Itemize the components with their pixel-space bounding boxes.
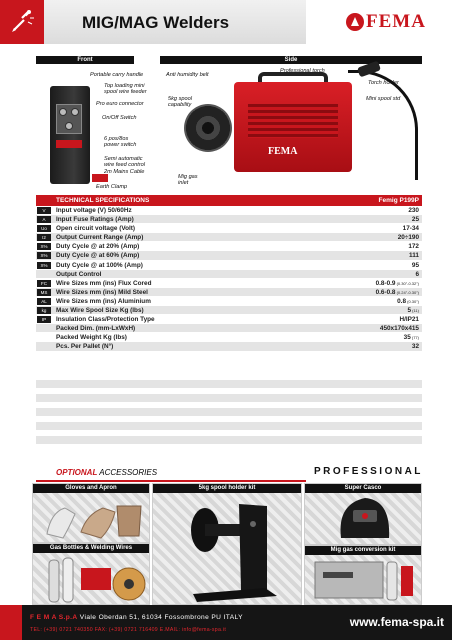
spec-value-main: 17-34 (402, 225, 419, 233)
spec-row (36, 279, 422, 288)
spec-symbol-icon: Uo (37, 225, 51, 232)
fema-logo-text: FEMA (366, 11, 426, 32)
callout-earth-clamp: Earth Clamp (96, 184, 128, 190)
spec-value-main: 450x170x415 (379, 325, 419, 333)
spec-value (415, 270, 419, 279)
spec-value-imperial: (11) (411, 308, 419, 314)
spec-value-main: 95 (411, 261, 419, 269)
callout-top-loading: Top loading mini spool wire feeder (104, 83, 147, 96)
spec-value-main: 0.8 (397, 297, 407, 305)
spec-label: Wire Sizes mm (ins) Aluminium (56, 297, 151, 305)
spec-symbol-icon: I2 (37, 234, 51, 241)
spec-symbol-icon: IP (37, 316, 51, 323)
spec-row (36, 324, 422, 333)
side-vent (248, 104, 338, 138)
blank-row (36, 422, 422, 430)
spool-holder-icon (153, 494, 302, 605)
spec-value-imperial: (0.24"-0.30") (395, 289, 419, 295)
spec-header-label: TECHNICAL SPECIFICATIONS (56, 197, 150, 204)
spec-label: Open circuit voltage (Volt) (56, 225, 136, 233)
spec-value (376, 279, 419, 288)
spec-label: Max Wire Spool Size Kg (lbs) (56, 307, 144, 315)
blank-row (36, 408, 422, 416)
spec-row (36, 315, 422, 324)
header-icon-block (0, 0, 44, 44)
spec-table-header (36, 195, 422, 206)
tile-spool-holder-caption: 5kg spool holder kit (153, 484, 301, 493)
spec-value-main: 25 (411, 216, 419, 224)
spec-value-main: 0.8-0.9 (375, 279, 396, 287)
spec-row (36, 206, 422, 215)
spec-symbol-icon: X% (37, 262, 51, 269)
gas-bottles-icon (33, 554, 150, 605)
spec-value-main: 20÷190 (397, 234, 419, 242)
callout-spool-capability: 5kg spool capability (168, 96, 192, 109)
callout-anti-humidity: Anti humidity belt (166, 72, 209, 78)
spec-row (36, 215, 422, 224)
tile-spool-holder (152, 483, 302, 605)
spec-symbol-icon: X% (37, 252, 51, 259)
spec-row (36, 342, 422, 351)
spec-value (409, 251, 419, 260)
spec-value-main: 32 (411, 343, 419, 351)
footer-red-block (0, 605, 22, 640)
band-side: Side (160, 56, 422, 64)
callout-six-pos: 6 pos/8os power switch (104, 136, 137, 149)
control-knob-icon (59, 108, 67, 116)
spec-value-main: 111 (409, 252, 419, 260)
tile-gloves (32, 483, 150, 543)
wire-spool-reel-icon (184, 104, 232, 152)
spec-label: Insulation Class/Protection Type (56, 316, 155, 324)
spec-row (36, 270, 422, 279)
control-knob-icon (65, 122, 73, 130)
fema-logo-mark-icon (346, 13, 364, 31)
spec-label: Duty Cycle @ at 60% (Amp) (56, 252, 140, 260)
accessories-title (56, 468, 157, 477)
spec-value (408, 242, 419, 251)
spec-label: Input voltage (V) 50/60Hz (56, 207, 132, 214)
page-header (0, 0, 456, 44)
spec-label: Wire Sizes mm (ins) Mild Steel (56, 288, 148, 296)
spec-value-imperial: (0.30"-0.32") (395, 280, 419, 286)
accessories-title-optional: OPTIONAL (56, 468, 98, 477)
footer-contacts: TEL: (+39) 0721 740350 FAX: (+39) 0721 716409 E.MAIL: info@fema-spa.it (30, 627, 227, 633)
callout-torch-holder: Torch holder (368, 80, 399, 86)
callout-gas-inlet: Mig gas inlet (178, 174, 198, 187)
professional-label: PROFESSIONAL (314, 466, 423, 477)
tile-mig-gas-caption: Mig gas conversion kit (305, 546, 421, 555)
tile-super-casco (304, 483, 422, 545)
product-illustration (36, 64, 422, 194)
welder-front-view (50, 86, 90, 184)
page-footer (0, 605, 456, 640)
spec-header-model: Femig P199P (378, 197, 419, 204)
spec-value-imperial: (0.30") (406, 298, 419, 304)
blank-row (36, 380, 422, 388)
spec-table (36, 195, 422, 352)
welder-spark-icon (8, 8, 36, 36)
footer-company: F E M A S.p.A (30, 614, 78, 621)
spec-symbol-icon: FC (37, 280, 51, 287)
spec-value (412, 261, 419, 270)
spec-row (36, 288, 422, 297)
footer-edge (452, 605, 456, 640)
spec-value (408, 206, 419, 215)
spec-row (36, 233, 422, 242)
spec-row (36, 297, 422, 306)
spec-value-main: 6 (415, 270, 419, 278)
footer-address (30, 614, 243, 621)
spec-value (399, 315, 419, 324)
spec-symbol-icon: MS (37, 289, 51, 296)
page-title: MIG/MAG Welders (82, 13, 230, 32)
front-red-label (56, 140, 82, 148)
fema-logo (306, 0, 456, 44)
spec-value (404, 333, 419, 342)
spec-value-main: 35 (403, 334, 411, 342)
footer-website[interactable]: www.fema-spa.it (349, 615, 444, 629)
tile-mig-gas (304, 545, 422, 605)
spec-row (36, 242, 422, 251)
spec-symbol-icon: X% (37, 243, 51, 250)
callout-onoff: On/Off Switch (102, 115, 137, 121)
spec-value (412, 215, 419, 224)
spec-label: Output Control (56, 270, 102, 278)
callout-pro-euro: Pro euro connector (96, 101, 144, 107)
spec-symbol-icon: A (37, 216, 51, 223)
spec-symbol-icon: AL (37, 298, 51, 305)
front-control-panel (56, 104, 82, 134)
callout-pro-torch: Professional torch (280, 68, 325, 74)
spec-value (403, 224, 419, 233)
control-knob-icon (71, 108, 79, 116)
spec-value-main: 230 (408, 207, 419, 214)
spec-value (380, 324, 419, 333)
tile-gloves-caption: Gloves and Apron (33, 484, 149, 493)
gas-conversion-kit-icon (305, 556, 422, 605)
spec-symbol-icon: V (37, 207, 51, 214)
accessories-title-rest: ACCESSORIES (97, 468, 158, 477)
spec-row (36, 261, 422, 270)
spec-value-imperial: (77) (410, 335, 419, 341)
callout-semi-auto: Semi automatic wire feed control 2m Mains Cable (104, 156, 146, 175)
band-front: Front (36, 56, 134, 64)
spec-value-main: H/IP21 (399, 316, 419, 324)
spec-row (36, 333, 422, 342)
accessories-underline (36, 480, 306, 482)
spec-label: Duty Cycle @ at 100% (Amp) (56, 261, 143, 269)
spec-row (36, 306, 422, 315)
spec-value (397, 297, 419, 306)
spec-row (36, 224, 422, 233)
accessories-heading (36, 466, 422, 482)
welding-helmet-icon (305, 494, 422, 545)
spec-value-main: 172 (408, 243, 419, 251)
spec-label: Wire Sizes mm (ins) Flux Cored (56, 279, 152, 287)
spec-label: Output Current Range (Amp) (56, 234, 144, 242)
spec-value-main: 5 (407, 307, 412, 315)
spec-value (412, 342, 419, 351)
tile-gas-bottles (32, 543, 150, 605)
spec-value (376, 288, 419, 297)
gloves-icon (33, 494, 150, 543)
callout-portable-handle: Portable carry handle (90, 72, 144, 78)
spec-symbol-icon: kg (37, 307, 51, 314)
spec-rows (36, 206, 422, 352)
tile-gas-bottles-caption: Gas Bottles & Welding Wires (33, 544, 149, 553)
spec-label: Packed Weight Kg (lbs) (56, 334, 127, 342)
blank-rows (36, 380, 422, 450)
blank-row (36, 394, 422, 402)
spec-label: Pcs. Per Pallet (N°) (56, 343, 114, 351)
spec-value (398, 233, 419, 242)
side-fema-logo: FEMA (268, 146, 298, 157)
spec-value-main: 0.6-0.8 (375, 288, 396, 296)
torch-cable (348, 70, 418, 180)
spec-value (408, 306, 420, 315)
welder-side-view (234, 82, 352, 172)
blank-row (36, 436, 422, 444)
spec-label: Duty Cycle @ at 20% (Amp) (56, 243, 140, 251)
spec-row (36, 251, 422, 260)
footer-street: Viale Oberdan 51, 61034 Fossombrone PU ITALY (77, 614, 243, 621)
tile-super-casco-caption: Super Casco (305, 484, 421, 493)
callout-mini-spool: Mini spool std (366, 96, 401, 102)
spec-label: Input Fuse Ratings (Amp) (56, 216, 134, 224)
spec-label: Packed Dim. (mm-LxWxH) (56, 325, 136, 333)
header-title-block (44, 0, 306, 44)
